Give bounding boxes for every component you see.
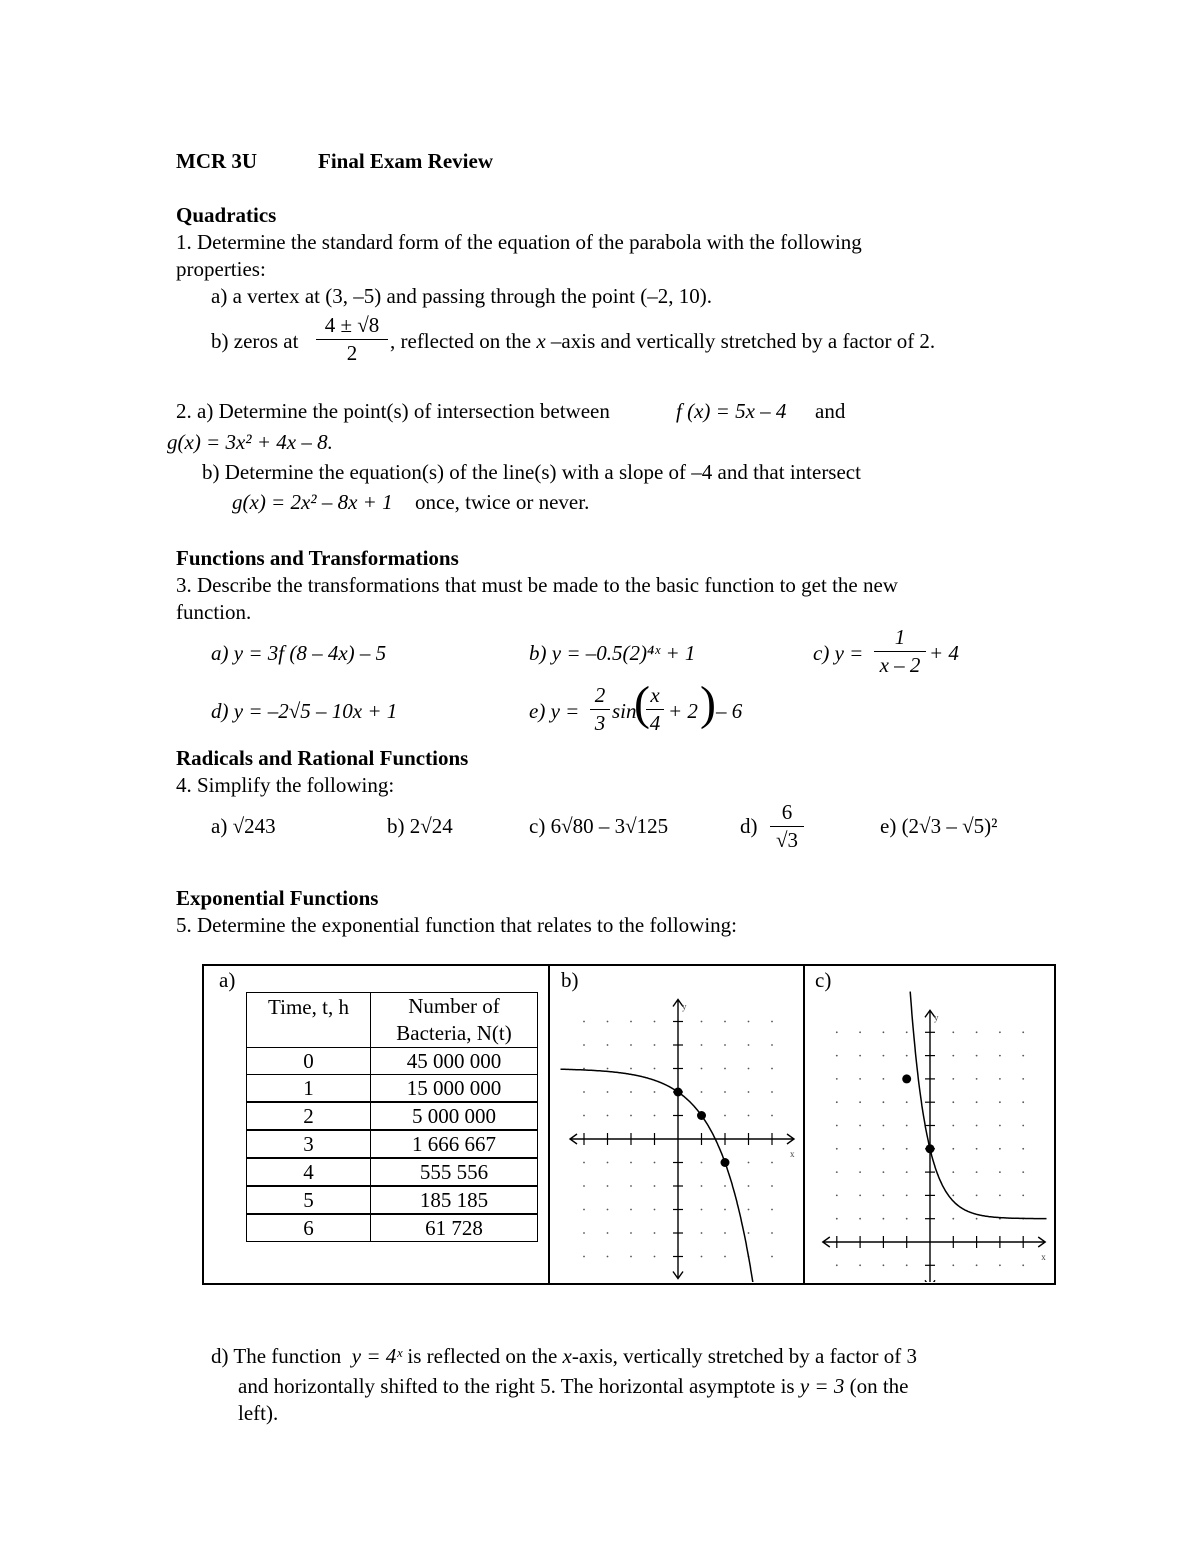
- grid-dot: [630, 1256, 632, 1258]
- question-3e-inner-fraction: [646, 685, 664, 734]
- fraction-bar: [874, 651, 926, 652]
- course-code: MCR 3U: [176, 149, 258, 173]
- grid-dot: [836, 1031, 838, 1033]
- question-2a-f: f (x) = 5x – 4: [676, 399, 787, 423]
- section-heading-radicals: Radicals and Rational Functions: [176, 746, 469, 770]
- grid-dot: [771, 1091, 773, 1093]
- grid-dot: [952, 1078, 954, 1080]
- grid-dot: [748, 1232, 750, 1234]
- grid-dot: [724, 1068, 726, 1070]
- grid-dot: [701, 1044, 703, 1046]
- grid-dot: [999, 1171, 1001, 1173]
- q5d-line2-b: (on the: [849, 1374, 909, 1398]
- grid-dot: [771, 1068, 773, 1070]
- grid-dot: [883, 1148, 885, 1150]
- grid-dot: [701, 1209, 703, 1211]
- q1b-text-2: –axis and vertically stretched by a factor of 2.: [545, 329, 936, 353]
- question-2b-text: b) Determine the equation(s) of the line(s) with a slope of –4 and that intersect: [202, 460, 861, 484]
- question-4c: c) 6√80 – 3√125: [529, 814, 669, 838]
- fraction-denominator: 4: [649, 711, 661, 735]
- grid-dot: [724, 1232, 726, 1234]
- question-3e-prefix: e) y =: [529, 699, 580, 723]
- grid-dot: [583, 1185, 585, 1187]
- grid-dot: [583, 1068, 585, 1070]
- grid-dot: [859, 1171, 861, 1173]
- grid-dot: [1022, 1171, 1024, 1173]
- grid-dot: [654, 1068, 656, 1070]
- x-axis-label: x: [790, 1149, 795, 1159]
- grid-dot: [883, 1171, 885, 1173]
- grid-dot: [701, 1162, 703, 1164]
- grid-dot: [952, 1218, 954, 1220]
- grid-dot: [836, 1078, 838, 1080]
- question-3e-inner-suffix: + 2: [668, 699, 698, 723]
- grid-dot: [583, 1115, 585, 1117]
- grid-dot: [976, 1101, 978, 1103]
- left-paren: (: [634, 677, 650, 730]
- grid-dot: [630, 1185, 632, 1187]
- grid-dot: [701, 1021, 703, 1023]
- grid-dot: [607, 1256, 609, 1258]
- grid-dot: [883, 1078, 885, 1080]
- question-2b-g: g(x) = 2x² – 8x + 1: [232, 490, 393, 514]
- count-cell: 5 000 000: [371, 1102, 538, 1130]
- grid-dot: [952, 1101, 954, 1103]
- count-cell: 185 185: [371, 1186, 538, 1214]
- grid-dot: [1022, 1264, 1024, 1266]
- question-3a: a) y = 3f (8 – 4x) – 5: [211, 641, 387, 665]
- grid-dot: [976, 1078, 978, 1080]
- grid-dot: [976, 1125, 978, 1127]
- table-row: [247, 1048, 538, 1075]
- grid-dot: [976, 1264, 978, 1266]
- q5d-mid: is reflected on the: [407, 1344, 558, 1368]
- grid-dot: [906, 1055, 908, 1057]
- grid-dot: [883, 1031, 885, 1033]
- grid-dot: [906, 1031, 908, 1033]
- fraction-numerator: 1: [894, 625, 906, 649]
- grid-dot: [999, 1078, 1001, 1080]
- question-2a-g: g(x) = 3x² + 4x – 8.: [167, 430, 333, 454]
- grid-dot: [748, 1021, 750, 1023]
- count-cell: 555 556: [371, 1158, 538, 1186]
- q5d-x: x: [562, 1344, 572, 1368]
- grid-dot: [583, 1044, 585, 1046]
- grid-dot: [701, 1256, 703, 1258]
- page-title: Final Exam Review: [318, 149, 493, 173]
- count-cell: 45 000 000: [371, 1048, 538, 1075]
- grid-dot: [724, 1021, 726, 1023]
- grid-dot: [630, 1209, 632, 1211]
- grid-dot: [836, 1195, 838, 1197]
- grid-dot: [724, 1115, 726, 1117]
- table-row: [247, 1186, 538, 1214]
- question-3c-fraction: [874, 627, 926, 676]
- grid-dot: [1022, 1031, 1024, 1033]
- grid-dot: [999, 1125, 1001, 1127]
- grid-dot: [701, 1232, 703, 1234]
- table-row: [247, 1075, 538, 1103]
- grid-dot: [607, 1209, 609, 1211]
- question-4d-prefix: d): [740, 814, 758, 838]
- question-1-text: 1. Determine the standard form of the equation of the parabola with the following: [176, 230, 862, 254]
- table-row: [247, 1130, 538, 1158]
- time-cell: 2: [247, 1102, 371, 1130]
- grid-dot: [1022, 1078, 1024, 1080]
- grid-dot: [883, 1101, 885, 1103]
- grid-dot: [607, 1021, 609, 1023]
- grid-dot: [1022, 1101, 1024, 1103]
- grid-dot: [999, 1264, 1001, 1266]
- q1b-x: x: [536, 329, 546, 353]
- question-4-text: 4. Simplify the following:: [176, 773, 395, 797]
- question-1b-suffix: [390, 331, 935, 352]
- question-3-text: 3. Describe the transformations that must be made to the basic function to get the new: [176, 573, 898, 597]
- question-3b: b) y = –0.5(2)⁴ˣ + 1: [529, 641, 696, 665]
- grid-dot: [701, 1185, 703, 1187]
- grid-dot: [836, 1264, 838, 1266]
- question-1-text-cont: properties:: [176, 257, 266, 281]
- question-3c-prefix: c) y =: [813, 641, 864, 665]
- grid-dot: [859, 1218, 861, 1220]
- data-point: [902, 1074, 911, 1083]
- data-point: [926, 1144, 935, 1153]
- grid-dot: [607, 1115, 609, 1117]
- grid-dot: [724, 1044, 726, 1046]
- grid-dot: [952, 1148, 954, 1150]
- grid-dot: [607, 1068, 609, 1070]
- fraction-bar: [770, 826, 804, 827]
- grid-dot: [1022, 1148, 1024, 1150]
- q5d-equation: y = 4ˣ: [351, 1344, 403, 1368]
- question-5d-line-3: left).: [238, 1401, 279, 1425]
- data-point: [697, 1111, 706, 1120]
- header-bacteria: Number of Bacteria, N(t): [371, 993, 538, 1048]
- grid-dot: [906, 1148, 908, 1150]
- grid-dot: [654, 1091, 656, 1093]
- question-2a-text: 2. a) Determine the point(s) of intersection between: [176, 399, 610, 423]
- grid-dot: [654, 1209, 656, 1211]
- table-row: [247, 1102, 538, 1130]
- grid-dot: [654, 1115, 656, 1117]
- grid-dot: [859, 1125, 861, 1127]
- q5d-line2-a: and horizontally shifted to the right 5. The horizontal asymptote is: [238, 1374, 795, 1398]
- question-1b-prefix: b) zeros at: [211, 329, 299, 353]
- grid-dot: [630, 1044, 632, 1046]
- grid-dot: [976, 1055, 978, 1057]
- fraction-bar: [590, 709, 610, 710]
- time-cell: 3: [247, 1130, 371, 1158]
- fraction-numerator: 6: [781, 800, 793, 824]
- bacteria-table: [246, 992, 538, 1242]
- grid-dot: [630, 1232, 632, 1234]
- grid-dot: [976, 1148, 978, 1150]
- grid-dot: [999, 1195, 1001, 1197]
- question-3-text-cont: function.: [176, 600, 252, 624]
- grid-dot: [999, 1055, 1001, 1057]
- grid-dot: [771, 1021, 773, 1023]
- grid-dot: [654, 1185, 656, 1187]
- grid-dot: [583, 1256, 585, 1258]
- question-5d-line-1: [211, 1346, 917, 1367]
- q5d-rest: -axis, vertically stretched by a factor of 3: [571, 1344, 918, 1368]
- question-5-text: 5. Determine the exponential function that relates to the following:: [176, 913, 738, 937]
- graph-b: [556, 990, 800, 1282]
- grid-dot: [883, 1195, 885, 1197]
- question-4b: b) 2√24: [387, 814, 453, 838]
- fraction-numerator: 4 ± √8: [324, 313, 380, 337]
- grid-dot: [976, 1218, 978, 1220]
- fraction-numerator: 2: [594, 683, 606, 707]
- y-axis-label: y: [934, 1012, 939, 1023]
- grid-dot: [748, 1068, 750, 1070]
- question-3e-coefficient: [590, 685, 610, 734]
- grid-dot: [748, 1044, 750, 1046]
- grid-dot: [771, 1185, 773, 1187]
- grid-dot: [724, 1185, 726, 1187]
- grid-dot: [883, 1055, 885, 1057]
- grid-dot: [748, 1185, 750, 1187]
- grid-dot: [748, 1162, 750, 1164]
- grid-dot: [906, 1195, 908, 1197]
- question-4d-fraction: [770, 802, 804, 851]
- grid-dot: [654, 1021, 656, 1023]
- grid-dot: [999, 1148, 1001, 1150]
- grid-dot: [952, 1264, 954, 1266]
- grid-dot: [724, 1209, 726, 1211]
- grid-dot: [836, 1055, 838, 1057]
- question-1a: a) a vertex at (3, –5) and passing through the point (–2, 10).: [211, 284, 712, 308]
- question-3e-sin: sin: [612, 699, 637, 723]
- grid-dot: [906, 1264, 908, 1266]
- grid-dot: [630, 1021, 632, 1023]
- grid-dot: [630, 1162, 632, 1164]
- section-heading-functions: Functions and Transformations: [176, 546, 459, 570]
- question-5d-line-2: [238, 1376, 909, 1397]
- function-curve: [561, 1069, 754, 1282]
- fraction-bar: [646, 709, 664, 710]
- grid-dot: [607, 1185, 609, 1187]
- time-cell: 4: [247, 1158, 371, 1186]
- grid-dot: [906, 1101, 908, 1103]
- count-cell: 1 666 667: [371, 1130, 538, 1158]
- grid-dot: [1022, 1055, 1024, 1057]
- grid-dot: [883, 1218, 885, 1220]
- question-3d: d) y = –2√5 – 10x + 1: [211, 699, 398, 723]
- grid-dot: [859, 1148, 861, 1150]
- grid-dot: [771, 1044, 773, 1046]
- grid-dot: [883, 1264, 885, 1266]
- grid-dot: [630, 1115, 632, 1117]
- data-point: [721, 1158, 730, 1167]
- grid-dot: [748, 1091, 750, 1093]
- grid-dot: [630, 1068, 632, 1070]
- graph-c: [810, 990, 1050, 1282]
- time-cell: 6: [247, 1214, 371, 1242]
- grid-dot: [952, 1125, 954, 1127]
- grid-dot: [583, 1162, 585, 1164]
- grid-dot: [748, 1115, 750, 1117]
- grid-dot: [654, 1232, 656, 1234]
- grid-dot: [654, 1256, 656, 1258]
- grid-dot: [836, 1218, 838, 1220]
- grid-dot: [859, 1055, 861, 1057]
- grid-dot: [607, 1232, 609, 1234]
- header-time: Time, t, h: [247, 993, 371, 1048]
- fraction-denominator: √3: [775, 828, 799, 852]
- grid-dot: [771, 1115, 773, 1117]
- grid-dot: [771, 1232, 773, 1234]
- time-cell: 0: [247, 1048, 371, 1075]
- grid-dot: [952, 1055, 954, 1057]
- grid-dot: [859, 1078, 861, 1080]
- table-row: [247, 1214, 538, 1242]
- grid-dot: [859, 1195, 861, 1197]
- fraction-denominator: x – 2: [879, 653, 921, 677]
- grid-dot: [654, 1162, 656, 1164]
- grid-dot: [1022, 1195, 1024, 1197]
- grid-dot: [976, 1171, 978, 1173]
- grid-dot: [771, 1162, 773, 1164]
- grid-dot: [836, 1125, 838, 1127]
- grid-dot: [701, 1091, 703, 1093]
- fraction-denominator: 3: [594, 711, 606, 735]
- question-3c-suffix: + 4: [929, 641, 959, 665]
- time-cell: 5: [247, 1186, 371, 1214]
- fraction-denominator: 2: [346, 341, 358, 365]
- section-heading-exponential: Exponential Functions: [176, 886, 379, 910]
- grid-dot: [836, 1148, 838, 1150]
- grid-dot: [952, 1031, 954, 1033]
- grid-dot: [724, 1091, 726, 1093]
- label-5b: b): [561, 968, 579, 992]
- grid-dot: [952, 1171, 954, 1173]
- grid-dot: [836, 1171, 838, 1173]
- grid-dot: [771, 1256, 773, 1258]
- grid-dot: [1022, 1125, 1024, 1127]
- question-2a-and: and: [815, 399, 846, 423]
- grid-dot: [859, 1101, 861, 1103]
- grid-dot: [748, 1209, 750, 1211]
- question-4e: e) (2√3 – √5)²: [880, 814, 998, 838]
- label-5a: a): [219, 968, 236, 992]
- fraction-numerator: x: [650, 683, 660, 707]
- question-1b-fraction: [316, 315, 388, 364]
- grid-dot: [859, 1031, 861, 1033]
- question-2b-tail: once, twice or never.: [415, 490, 590, 514]
- table-header-row: [247, 993, 538, 1048]
- grid-dot: [607, 1091, 609, 1093]
- grid-dot: [654, 1044, 656, 1046]
- x-axis-label: x: [1041, 1252, 1046, 1262]
- grid-dot: [583, 1091, 585, 1093]
- grid-dot: [583, 1209, 585, 1211]
- table-row: [247, 1158, 538, 1186]
- grid-dot: [976, 1031, 978, 1033]
- count-cell: 15 000 000: [371, 1075, 538, 1103]
- grid-dot: [583, 1232, 585, 1234]
- grid-dot: [906, 1125, 908, 1127]
- grid-dot: [906, 1218, 908, 1220]
- grid-dot: [906, 1171, 908, 1173]
- grid-dot: [952, 1195, 954, 1197]
- grid-dot: [607, 1162, 609, 1164]
- grid-dot: [999, 1101, 1001, 1103]
- q5d-prefix: d) The function: [211, 1344, 342, 1368]
- grid-dot: [859, 1264, 861, 1266]
- grid-dot: [607, 1044, 609, 1046]
- grid-dot: [883, 1125, 885, 1127]
- grid-dot: [976, 1195, 978, 1197]
- data-point: [674, 1088, 683, 1097]
- grid-dot: [724, 1256, 726, 1258]
- count-cell: 61 728: [371, 1214, 538, 1242]
- grid-dot: [630, 1091, 632, 1093]
- question-4a: a) √243: [211, 814, 276, 838]
- question-3e-suffix: – 6: [716, 699, 743, 723]
- label-5c: c): [815, 968, 832, 992]
- y-axis-label: y: [682, 1001, 687, 1012]
- grid-dot: [836, 1101, 838, 1103]
- grid-dot: [701, 1068, 703, 1070]
- right-paren: ): [700, 677, 716, 730]
- grid-dot: [583, 1021, 585, 1023]
- time-cell: 1: [247, 1075, 371, 1103]
- fraction-bar: [316, 339, 388, 340]
- grid-dot: [999, 1031, 1001, 1033]
- section-heading-quadratics: Quadratics: [176, 203, 277, 227]
- grid-dot: [771, 1209, 773, 1211]
- q1b-text-1: , reflected on the: [390, 329, 537, 353]
- q5d-asymptote: y = 3: [799, 1374, 845, 1398]
